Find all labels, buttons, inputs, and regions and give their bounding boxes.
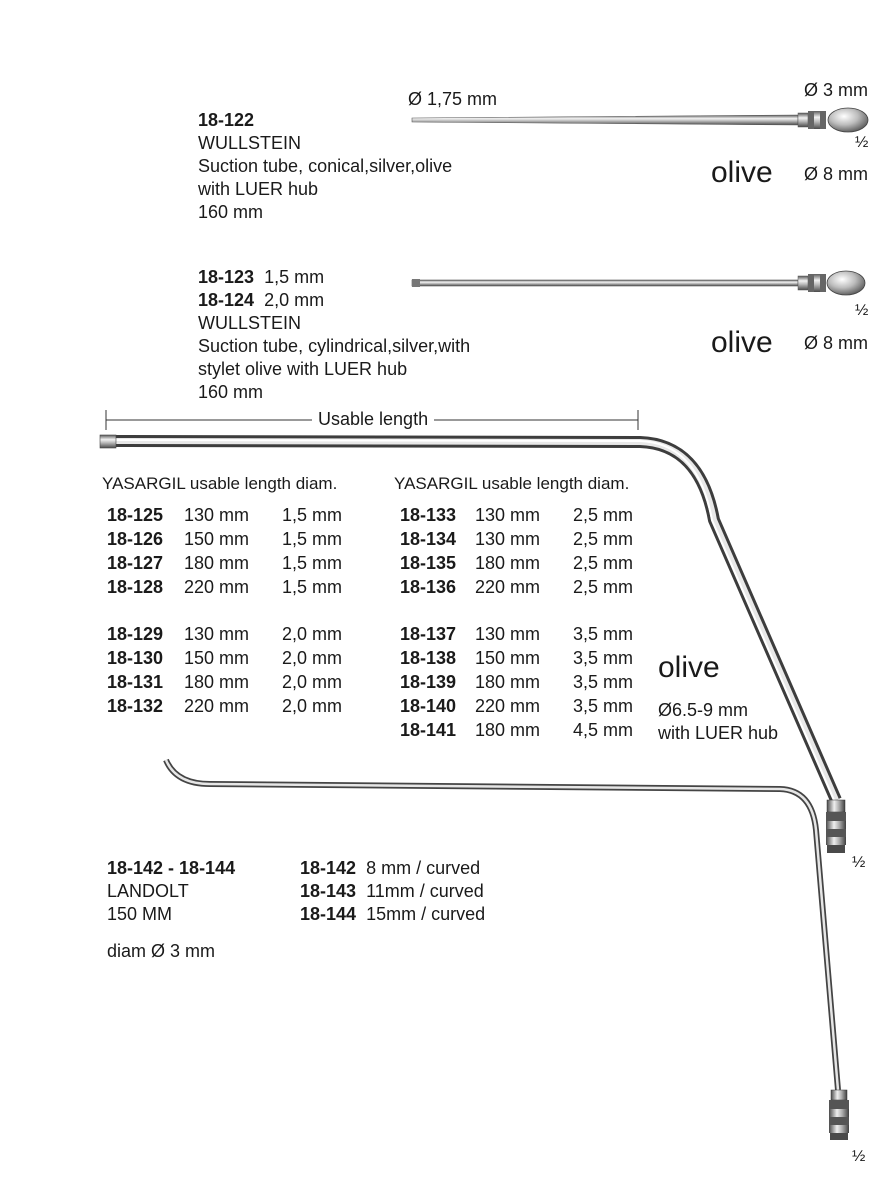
list-item: [300, 857, 480, 880]
product-length: 160 mm: [198, 202, 264, 222]
row-code: 18-140: [400, 696, 457, 716]
product-range: 18-142 - 18-144: [107, 858, 236, 878]
row-length: 180 mm: [475, 720, 541, 740]
scale-label: ½: [852, 1148, 866, 1165]
landolt-tube-drawing: [166, 760, 849, 1140]
row-diam: 1,5 mm: [282, 577, 343, 597]
row-code: 18-138: [400, 648, 457, 668]
scale-label: ½: [855, 134, 869, 151]
product-description: Suction tube, cylindrical,silver,with: [198, 336, 471, 356]
row-length: 180 mm: [475, 553, 541, 573]
product-description: with LUER hub: [198, 179, 319, 199]
row-diam: 2,0 mm: [282, 648, 343, 668]
row-diam: 2,0 mm: [282, 696, 343, 716]
row-code: 18-130: [107, 648, 164, 668]
row-code: 18-135: [400, 553, 457, 573]
row-diam: 2,0 mm: [282, 672, 343, 692]
hub-description: with LUER hub: [658, 723, 779, 743]
olive-label: olive: [658, 651, 720, 684]
row-code: 18-127: [107, 553, 164, 573]
suction-tube-18-122-drawing: [412, 108, 868, 132]
tip-diameter: Ø 1,75 mm: [408, 89, 498, 109]
product-code: 18-123: [198, 267, 255, 287]
row-diam: 2,0 mm: [282, 624, 343, 644]
row-length: 220 mm: [184, 577, 250, 597]
row-code: 18-137: [400, 624, 457, 644]
row-code: 18-129: [107, 624, 164, 644]
row-diam: 1,5 mm: [282, 505, 343, 525]
product-length: 160 mm: [198, 382, 264, 402]
product-diameter: diam Ø 3 mm: [107, 941, 216, 961]
olive-diameter: Ø 8 mm: [804, 164, 869, 184]
row-length: 130 mm: [475, 624, 541, 644]
row-length: 130 mm: [184, 505, 250, 525]
product-name: WULLSTEIN: [198, 133, 302, 153]
row-diam: 1,5 mm: [282, 529, 343, 549]
list-item: [300, 903, 485, 926]
product-code-line: [198, 266, 324, 289]
row-code: 18-136: [400, 577, 457, 597]
olive-label: olive: [711, 156, 773, 189]
product-description: Suction tube, conical,silver,olive: [198, 156, 453, 176]
spacer: [356, 904, 366, 924]
table-header-right: YASARGIL usable length diam.: [394, 474, 630, 493]
row-diam: 2,5 mm: [573, 505, 634, 525]
row-diam: 2,5 mm: [573, 553, 634, 573]
row-length: 180 mm: [184, 553, 250, 573]
spacer: [356, 881, 366, 901]
row-diam: 3,5 mm: [573, 624, 634, 644]
row-length: 220 mm: [475, 696, 541, 716]
row-length: 150 mm: [184, 648, 250, 668]
row-code: 18-132: [107, 696, 164, 716]
product-code-line: [198, 289, 324, 312]
spacer: [356, 858, 366, 878]
olive-diameter: Ø6.5-9 mm: [658, 700, 749, 720]
row-diam: 1,5 mm: [282, 553, 343, 573]
variant-code: 18-144: [300, 904, 357, 924]
row-length: 220 mm: [184, 696, 250, 716]
olive-tip-diameter: Ø 3 mm: [804, 80, 869, 100]
row-code: 18-133: [400, 505, 457, 525]
suction-tube-18-123-drawing: [412, 271, 865, 295]
row-length: 220 mm: [475, 577, 541, 597]
row-length: 150 mm: [475, 648, 541, 668]
product-code: 18-122: [198, 110, 255, 130]
row-diam: 3,5 mm: [573, 648, 634, 668]
row-diam: 2,5 mm: [573, 577, 634, 597]
scale-label: ½: [855, 302, 869, 319]
row-diam: 2,5 mm: [573, 529, 634, 549]
row-length: 180 mm: [184, 672, 250, 692]
product-code: 18-124: [198, 290, 255, 310]
usable-length-label: Usable length: [318, 409, 429, 429]
variant-description: 8 mm / curved: [366, 858, 481, 878]
variant-description: 15mm / curved: [366, 904, 486, 924]
row-diam: 4,5 mm: [573, 720, 634, 740]
row-code: 18-126: [107, 529, 164, 549]
variant-code: 18-142: [300, 858, 357, 878]
row-code: 18-134: [400, 529, 457, 549]
row-code: 18-139: [400, 672, 457, 692]
product-name: WULLSTEIN: [198, 313, 302, 333]
row-length: 130 mm: [475, 505, 541, 525]
variant-description: 11mm / curved: [366, 881, 484, 901]
row-code: 18-131: [107, 672, 164, 692]
scale-label: ½: [852, 854, 866, 871]
row-diam: 3,5 mm: [573, 696, 634, 716]
product-description: stylet olive with LUER hub: [198, 359, 408, 379]
row-length: 130 mm: [184, 624, 250, 644]
product-length: 150 MM: [107, 904, 173, 924]
row-length: 130 mm: [475, 529, 541, 549]
row-code: 18-125: [107, 505, 164, 525]
product-size: 2,0 mm: [264, 290, 325, 310]
product-size: 1,5 mm: [264, 267, 325, 287]
variant-code: 18-143: [300, 881, 357, 901]
row-length: 150 mm: [184, 529, 250, 549]
row-length: 180 mm: [475, 672, 541, 692]
row-code: 18-128: [107, 577, 164, 597]
row-diam: 3,5 mm: [573, 672, 634, 692]
list-item: [300, 880, 484, 903]
row-code: 18-141: [400, 720, 457, 740]
olive-diameter: Ø 8 mm: [804, 333, 869, 353]
olive-label: olive: [711, 326, 773, 359]
product-name: LANDOLT: [107, 881, 189, 901]
table-header-left: YASARGIL usable length diam.: [102, 474, 338, 493]
